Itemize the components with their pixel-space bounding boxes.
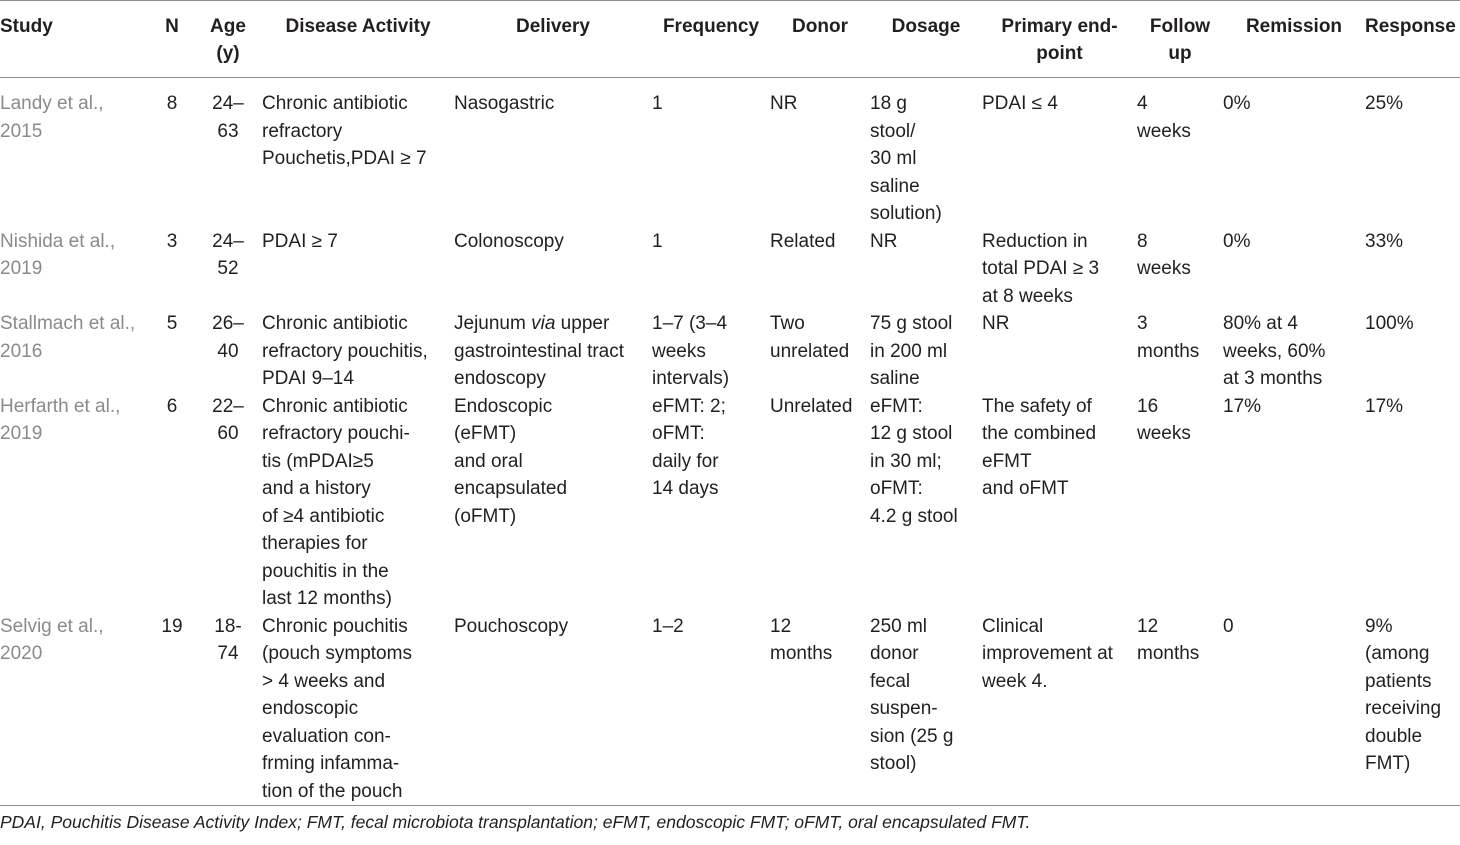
cell-primary-endpoint: Clinical improvement at week 4.: [982, 613, 1137, 806]
header-donor: Donor: [770, 1, 870, 78]
cell-response: 33%: [1365, 230, 1404, 252]
table-row: [0, 393, 1460, 613]
delivery-text-italic: via: [531, 313, 556, 334]
cell-response: 25%: [1365, 93, 1404, 114]
cell-age: 18- 74: [194, 613, 262, 806]
cell-remission: 80% at 4 weeks, 60% at 3 months: [1223, 313, 1326, 389]
cell-frequency: 1: [652, 93, 663, 114]
cell-n: 5: [166, 313, 178, 334]
cell-donor: Two unrelated: [770, 313, 850, 362]
cell-response: 9% (among patients receiving double FMT): [1365, 613, 1460, 806]
header-remission: Remission: [1223, 1, 1365, 78]
table-footnote: PDAI, Pouchitis Disease Activity Index; FMT, fecal microbiota transplantation; eFMT, endoscopic FMT; oFMT, oral encapsulated FMT.: [0, 812, 1031, 832]
cell-primary-endpoint: PDAI ≤ 4: [982, 93, 1058, 114]
cell-primary-endpoint: NR: [982, 313, 1010, 334]
cell-study: Nishida et al., 2019: [0, 230, 116, 279]
header-frequency: Frequency: [652, 1, 770, 78]
cell-primary-endpoint: Reduction in total PDAI ≥ 3 at 8 weeks: [982, 230, 1100, 307]
header-delivery: Delivery: [454, 1, 652, 78]
cell-n: 6: [166, 395, 178, 417]
cell-n: 19: [150, 613, 194, 806]
cell-study: Landy et al., 2015: [0, 93, 104, 142]
cell-age: 22– 60: [212, 395, 244, 444]
cell-remission: 17%: [1223, 395, 1262, 417]
cell-frequency: 1–7 (3–4 weeks intervals): [652, 313, 730, 389]
table-row: [0, 613, 1460, 806]
header-dosage: Dosage: [870, 1, 982, 78]
cell-donor: NR: [770, 93, 798, 114]
delivery-text-pre: Jejunum: [454, 313, 532, 334]
header-primary-endpoint: Primary end- point: [982, 1, 1137, 78]
cell-delivery: Colonoscopy: [454, 230, 564, 252]
cell-response: 17%: [1365, 395, 1404, 417]
cell-follow-up: 12 months: [1137, 613, 1223, 806]
cell-dosage: NR: [870, 230, 898, 252]
table-row: [0, 310, 1460, 393]
cell-n: 3: [166, 230, 178, 252]
cell-disease-activity: PDAI ≥ 7: [262, 230, 338, 252]
cell-follow-up: 4 weeks: [1137, 93, 1191, 142]
cell-n: 8: [166, 93, 178, 114]
header-age: Age (y): [194, 1, 262, 78]
header-study: Study: [0, 1, 150, 78]
cell-remission: 0%: [1223, 230, 1251, 252]
cell-dosage: 250 ml donor fecal suspen- sion (25 g stool): [870, 613, 982, 806]
cell-dosage: 75 g stool in 200 ml saline: [870, 313, 953, 389]
header-response: Response: [1365, 1, 1460, 78]
cell-delivery: Nasogastric: [454, 93, 555, 114]
cell-dosage: 18 g stool/ 30 ml saline solution): [870, 93, 942, 224]
cell-delivery: Endoscopic (eFMT) and oral encapsulated (oFMT): [454, 395, 568, 527]
table-header-row: [0, 1, 1460, 78]
cell-disease-activity: Chronic antibiotic refractory Pouchetis,PDAI ≥ 7: [262, 93, 427, 169]
cell-follow-up: 3 months: [1137, 313, 1200, 362]
cell-delivery: [454, 310, 652, 393]
header-follow-up: Follow up: [1137, 1, 1223, 78]
cell-remission: 0%: [1223, 93, 1251, 114]
cell-study: Selvig et al., 2020: [0, 613, 150, 806]
cell-study: Stallmach et al., 2016: [0, 313, 136, 362]
cell-donor: Related: [770, 230, 836, 252]
cell-disease-activity: Chronic antibiotic refractory pouchitis, PDAI 9–14: [262, 313, 428, 389]
cell-donor: Unrelated: [770, 395, 853, 417]
header-n: N: [150, 1, 194, 78]
cell-dosage: eFMT: 12 g stool in 30 ml; oFMT: 4.2 g stool: [870, 395, 958, 527]
cell-age: 24– 52: [212, 230, 244, 279]
cell-response: 100%: [1365, 313, 1414, 334]
cell-frequency: eFMT: 2; oFMT: daily for 14 days: [652, 395, 726, 499]
cell-study: Herfarth et al., 2019: [0, 395, 121, 444]
cell-delivery: Pouchoscopy: [454, 613, 652, 806]
cell-age: 26– 40: [212, 313, 244, 362]
cell-remission: 0: [1223, 613, 1365, 806]
cell-primary-endpoint: The safety of the combined eFMT and oFMT: [982, 395, 1097, 499]
cell-frequency: 1: [652, 230, 663, 252]
delivery-text-post: upper gastrointestinal tract endoscopy: [454, 313, 625, 389]
table-row: [0, 78, 1460, 228]
cell-disease-activity: Chronic pouchitis (pouch symptoms > 4 weeks and endoscopic evaluation con- frming infamma- tion of the pouch: [262, 613, 454, 806]
table-row: [0, 228, 1460, 311]
header-disease-activity: Disease Activity: [262, 1, 454, 78]
cell-donor: 12 months: [770, 613, 870, 806]
cell-follow-up: 8 weeks: [1137, 230, 1191, 279]
cell-frequency: 1–2: [652, 613, 770, 806]
cell-age: 24– 63: [212, 93, 244, 142]
cell-follow-up: 16 weeks: [1137, 395, 1191, 444]
cell-disease-activity: Chronic antibiotic refractory pouchi- tis (mPDAI≥5 and a history of ≥4 antibiotic therapies for pouchitis in the last 12 months): [262, 395, 410, 609]
